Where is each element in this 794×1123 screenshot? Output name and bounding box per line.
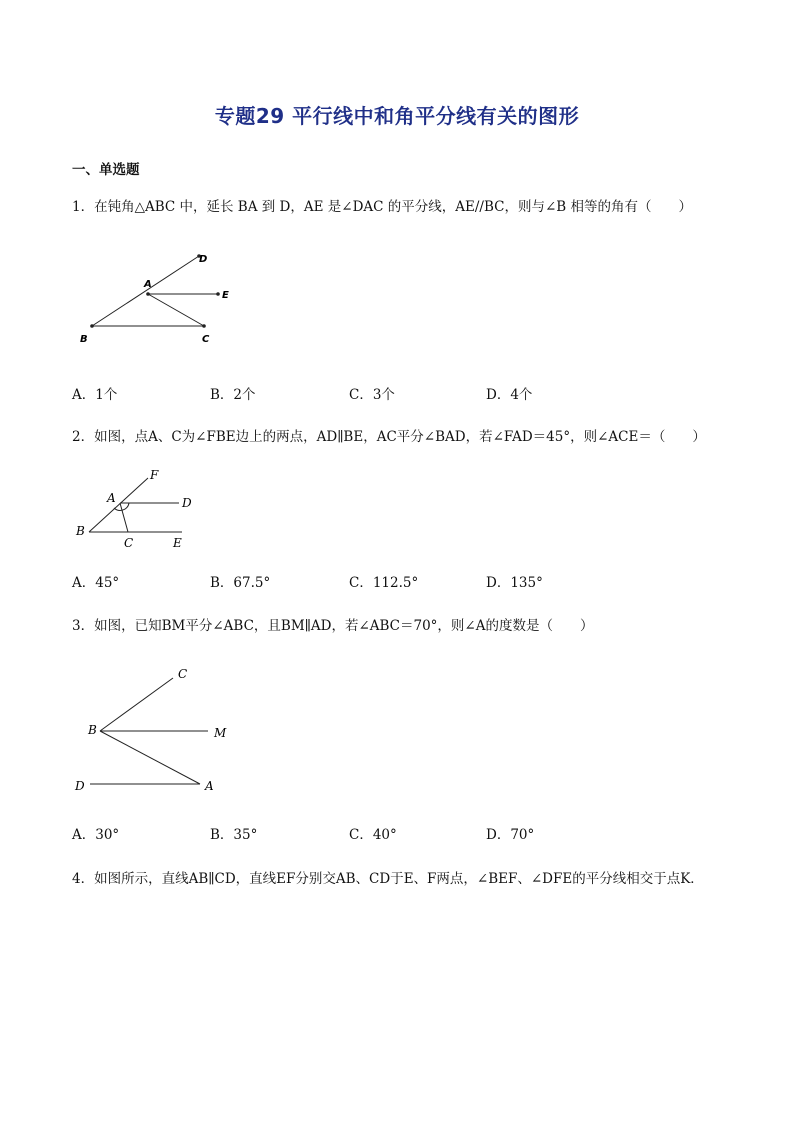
label-b: B [88, 723, 97, 737]
question-3-figure [72, 660, 242, 800]
label-c: C [124, 536, 134, 550]
point-e [216, 292, 220, 296]
page-title: 专题29 平行线中和角平分线有关的图形 [214, 104, 580, 128]
label-b: B [80, 334, 88, 345]
ray-bf [89, 478, 148, 532]
label-a: A [144, 279, 152, 290]
question-2-stem: 2．如图，点A、C为∠FBE边上的两点，AD∥BE，AC平分∠BAD，若∠FAD＝45°，则∠ACE＝（ ） [72, 429, 706, 445]
label-c: C [202, 334, 210, 345]
option-c[interactable]: C．3个 [349, 387, 395, 403]
segment-ba [100, 731, 200, 784]
option-a[interactable]: A．1个 [72, 387, 118, 403]
option-a[interactable]: A．30° [72, 827, 120, 843]
label-e: E [222, 290, 229, 301]
label-a: A [107, 491, 116, 505]
segment-ba-extended [92, 256, 199, 326]
question-2-options [72, 571, 672, 591]
question-3-stem: 3．如图，已知BM平分∠ABC，且BM∥AD，若∠ABC＝70°，则∠A的度数是（ ） [72, 618, 594, 634]
question-1-options [72, 383, 672, 403]
label-m: M [214, 726, 227, 740]
question-1-figure [72, 250, 252, 350]
ray-bc [100, 678, 173, 731]
point-c [202, 324, 206, 328]
point-a [146, 292, 150, 296]
option-d[interactable]: D．4个 [486, 387, 533, 403]
question-3-options [72, 823, 672, 843]
option-b[interactable]: B．35° [210, 827, 258, 843]
label-d: D [199, 254, 208, 265]
label-c: C [178, 667, 188, 681]
question-1-stem: 1．在钝角△ABC 中，延长 BA 到 D，AE 是∠DAC 的平分线，AE//BC，则与∠B 相等的角有（ ） [72, 199, 693, 215]
label-d: D [182, 496, 192, 510]
section-heading: 一、单选题 [72, 162, 140, 178]
label-e: E [173, 536, 182, 550]
point-b [90, 324, 94, 328]
option-c[interactable]: C．112.5° [349, 575, 419, 591]
option-a[interactable]: A．45° [72, 575, 120, 591]
label-b: B [76, 524, 85, 538]
option-b[interactable]: B．2个 [210, 387, 256, 403]
option-d[interactable]: D．135° [486, 575, 543, 591]
question-4-stem: 4．如图所示，直线AB∥CD，直线EF分别交AB、CD于E、F两点，∠BEF、∠DFE的平分线相交于点K． [72, 871, 704, 887]
question-2-figure [72, 465, 212, 555]
label-a: A [205, 779, 214, 793]
option-d[interactable]: D．70° [486, 827, 535, 843]
segment-ac [148, 294, 204, 326]
option-b[interactable]: B．67.5° [210, 575, 271, 591]
label-f: F [150, 468, 159, 482]
label-d: D [75, 779, 85, 793]
option-c[interactable]: C．40° [349, 827, 397, 843]
